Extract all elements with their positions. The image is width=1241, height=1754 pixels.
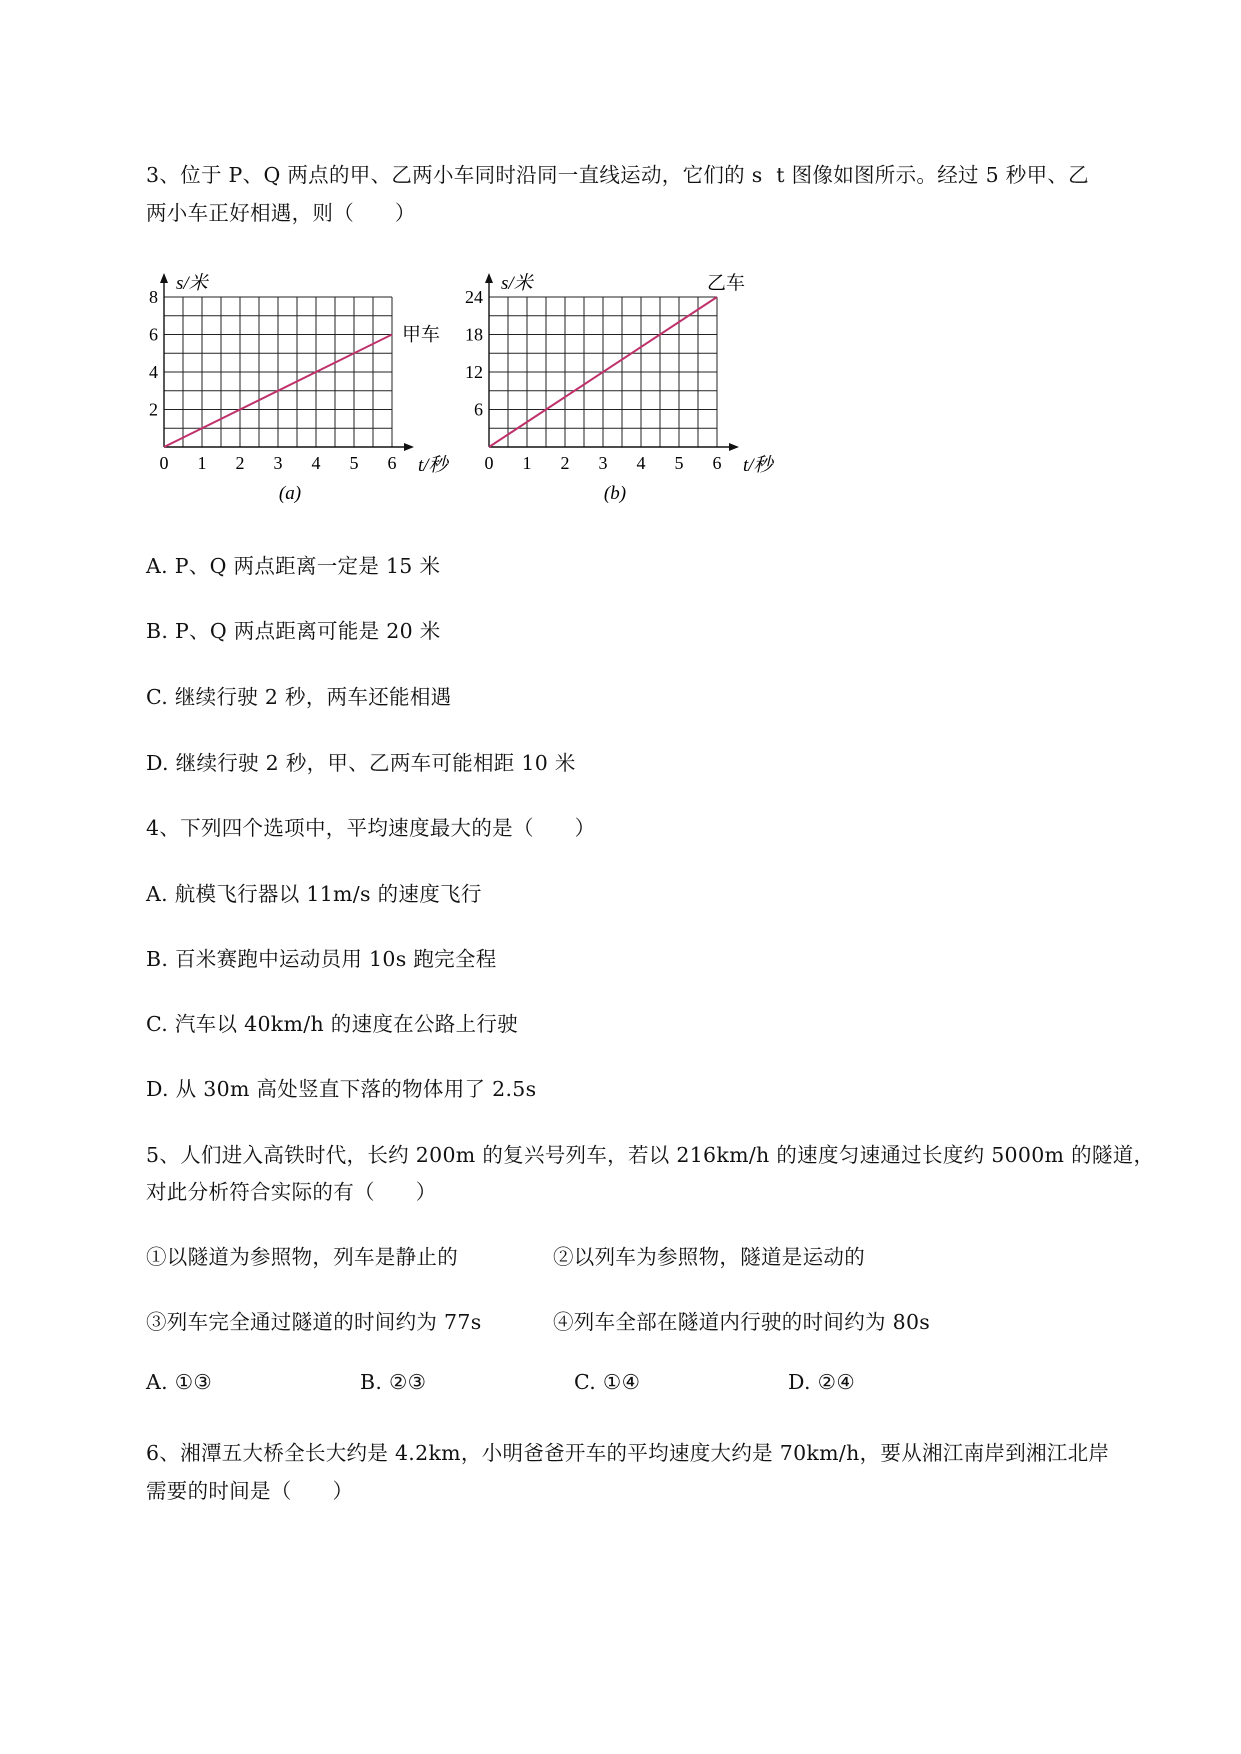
q5-choice-c: C. ①④ bbox=[574, 1370, 641, 1394]
x-tick-label: 0 bbox=[159, 453, 169, 473]
x-tick-label: 6 bbox=[387, 453, 397, 473]
y-tick-label: 4 bbox=[149, 362, 158, 382]
x-tick-label: 2 bbox=[235, 453, 245, 473]
y-tick-label: 6 bbox=[149, 324, 158, 345]
x-tick-label: 3 bbox=[598, 453, 608, 473]
x-axis-label: t/秒 bbox=[743, 455, 773, 476]
y-tick-label: 12 bbox=[465, 362, 483, 382]
q5-stem-line1: 5、人们进入高铁时代，长约 200m 的复兴号列车，若以 216km/h 的速度匀速通过长度约 5000m 的隧道， bbox=[146, 1143, 1155, 1167]
x-tick-label: 5 bbox=[674, 453, 684, 473]
q3-option-a: A. P、Q 两点距离一定是 15 米 bbox=[146, 554, 441, 578]
y-axis-arrow bbox=[160, 273, 168, 283]
q4-option-d: D. 从 30m 高处竖直下落的物体用了 2.5s bbox=[146, 1077, 537, 1101]
y-axis-label: s/米 bbox=[501, 273, 533, 294]
q5-statement-1: ①以隧道为参照物，列车是静止的 bbox=[146, 1245, 458, 1269]
q5-statement-4: ④列车全部在隧道内行驶的时间约为 80s bbox=[553, 1310, 931, 1334]
q3-option-c: C. 继续行驶 2 秒，两车还能相遇 bbox=[146, 685, 452, 709]
q3-stem-line2: 两小车正好相遇，则（ ） bbox=[146, 201, 416, 225]
y-tick-label: 24 bbox=[465, 287, 483, 307]
x-axis-arrow bbox=[729, 443, 739, 451]
y-tick-label: 8 bbox=[149, 287, 158, 307]
chart-caption: (a) bbox=[278, 483, 302, 504]
q5-choice-d: D. ②④ bbox=[788, 1370, 855, 1394]
q6-stem-line1: 6、湘潭五大桥全长大约是 4.2km，小明爸爸开车的平均速度大约是 70km/h，要从湘江南岸到湘江北岸 bbox=[146, 1441, 1110, 1465]
q5-statement-3: ③列车完全通过隧道的时间约为 77s bbox=[146, 1310, 482, 1334]
q6-stem-line2: 需要的时间是（ ） bbox=[146, 1479, 354, 1503]
q5-choice-b: B. ②③ bbox=[360, 1370, 427, 1394]
q3-option-b: B. P、Q 两点距离可能是 20 米 bbox=[146, 619, 441, 643]
series-label: 乙车 bbox=[707, 273, 746, 294]
x-tick-label: 0 bbox=[484, 453, 494, 473]
chart-caption: (b) bbox=[603, 483, 627, 504]
chart-b bbox=[465, 255, 795, 515]
y-axis-arrow bbox=[485, 273, 493, 283]
y-tick-label: 18 bbox=[465, 324, 483, 345]
x-tick-label: 1 bbox=[522, 453, 532, 473]
q5-stem-line2: 对此分析符合实际的有（ ） bbox=[146, 1180, 437, 1204]
x-tick-label: 2 bbox=[560, 453, 570, 473]
q5-statement-2: ②以列车为参照物，隧道是运动的 bbox=[553, 1245, 865, 1269]
q4-option-b: B. 百米赛跑中运动员用 10s 跑完全程 bbox=[146, 947, 497, 971]
y-axis-label: s/米 bbox=[176, 273, 208, 294]
q5-choice-a: A. ①③ bbox=[146, 1370, 213, 1394]
x-tick-label: 6 bbox=[712, 453, 722, 473]
x-tick-label: 4 bbox=[636, 453, 646, 473]
x-tick-label: 4 bbox=[311, 453, 321, 473]
x-axis-label: t/秒 bbox=[418, 455, 448, 476]
x-axis-arrow bbox=[404, 443, 414, 451]
chart-a bbox=[140, 255, 470, 515]
q3-option-d: D. 继续行驶 2 秒，甲、乙两车可能相距 10 米 bbox=[146, 751, 576, 775]
q4-stem: 4、下列四个选项中，平均速度最大的是（ ） bbox=[146, 816, 596, 840]
x-tick-label: 5 bbox=[349, 453, 359, 473]
x-tick-label: 1 bbox=[197, 453, 207, 473]
q4-option-c: C. 汽车以 40km/h 的速度在公路上行驶 bbox=[146, 1012, 518, 1036]
y-tick-label: 6 bbox=[474, 399, 483, 420]
series-label: 甲车 bbox=[402, 324, 441, 346]
q3-stem-line1: 3、位于 P、Q 两点的甲、乙两小车同时沿同一直线运动，它们的 s t 图像如图所示。经过 5 秒甲、乙 bbox=[146, 163, 1089, 187]
x-tick-label: 3 bbox=[273, 453, 283, 473]
y-tick-label: 2 bbox=[149, 399, 158, 420]
q4-option-a: A. 航模飞行器以 11m/s 的速度飞行 bbox=[146, 882, 482, 906]
